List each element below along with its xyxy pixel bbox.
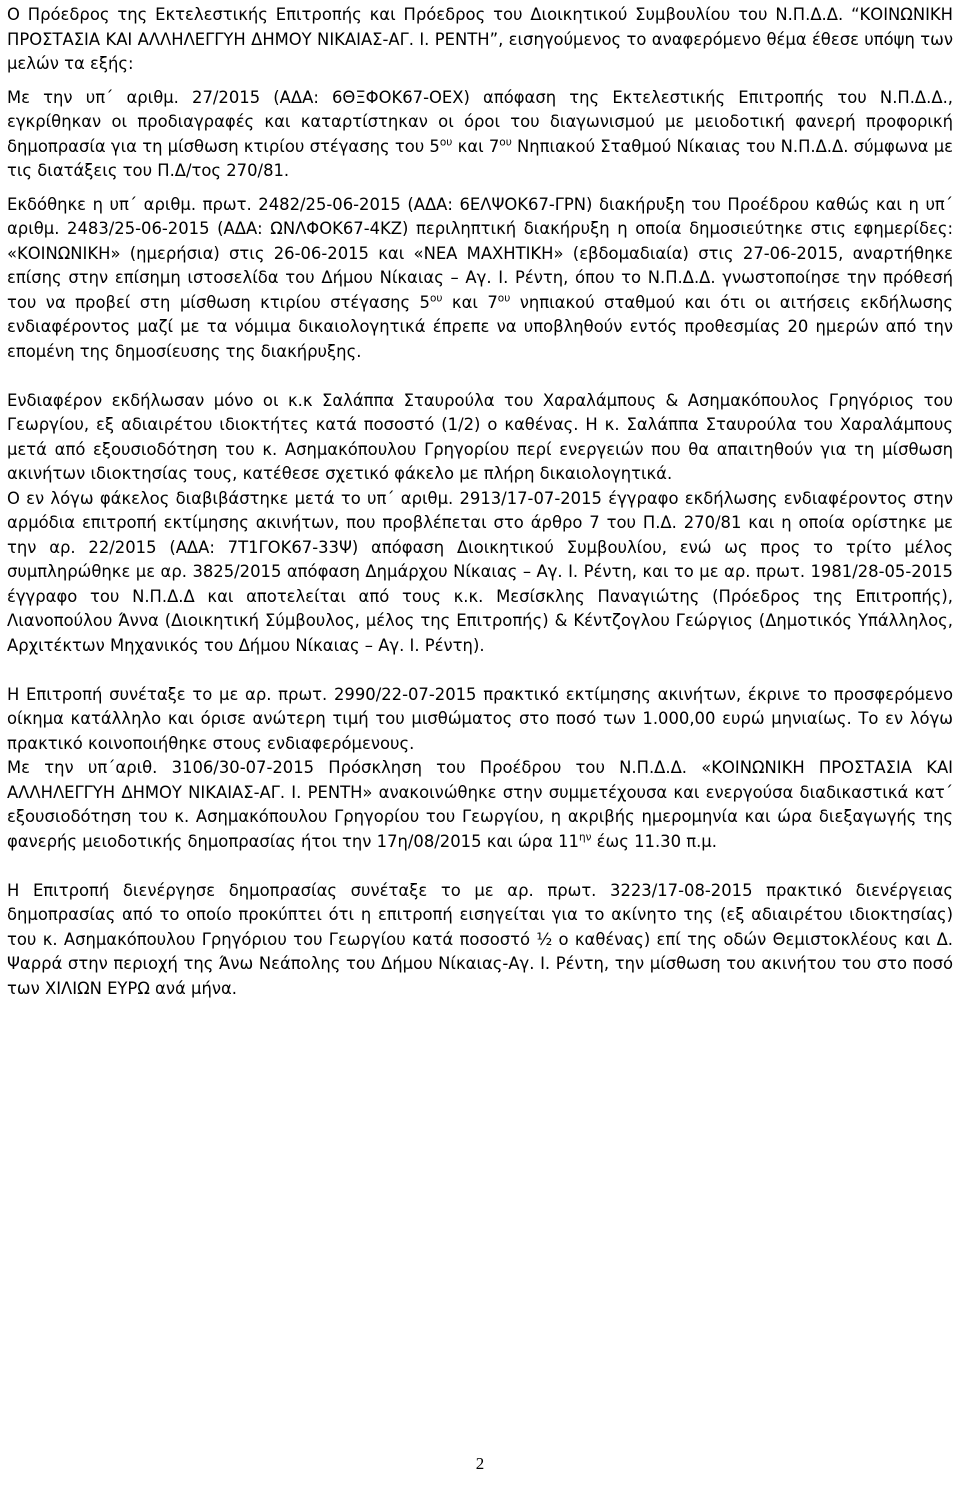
superscript: ου xyxy=(499,136,512,149)
text-run: Εκδόθηκε η υπ΄ αριθμ. πρωτ. 2482/25-06-2015 (ΑΔΑ: 6ΕΛΨΟΚ67-ΓΡΝ) διακήρυξη του Προέδρου καθώς και η υπ΄ αριθμ. 2483/25-06-2015 (ΑΔΑ: ΩΝΛΦΟΚ67-4ΚΖ) περιληπτική διακήρυξη η οποία δημοσιεύτηκε στις εφημερίδες: «ΚΟΙΝΩΝΙΚΗ» (ημερήσια) στις 26-06-2015 και «ΝΕΑ ΜΑΧΗΤΙΚΗ» (εβδομαδιαία) στις 27-06-2015, αναρτήθηκε επίσης στην επίσημη ιστοσελίδα του Δήμου Νίκαιας – Αγ. Ι. Ρέντη, όπου το Ν.Π.Δ.Δ. γνωστοποίησε την πρόθεσή του να προβεί στη μίσθωση κτιρίου στέγασης 5 xyxy=(7,194,953,312)
text-run: και 7 xyxy=(452,136,500,156)
auction-result-paragraph: Η Επιτροπή διενέργησε δημοπρασίας συνέταξε το με αρ. πρωτ. 3223/17-08-2015 πρακτικό διενέργειας δημοπρασίας από το οποίο προκύπτει ότι η επιτροπή εισηγείται για το ακίνητο της (εξ αδιαιρέτου ιδιοκτησίας) του κ. Ασημακόπουλου Γρηγόριου του Γεωργίου κατά ποσοστό ½ ο καθένας) επί της οδών Θεμιστοκλέους και Δ. Ψαρρά στην περιοχή της Άνω Νεάπολης του Δήμου Νίκαιας-Αγ. Ι. Ρέντη, την μίσθωση του ακινήτου του στο ποσό των ΧΙΛΙΩΝ ΕΥΡΩ ανά μήνα. xyxy=(7,880,953,998)
announcement-paragraph xyxy=(7,193,953,365)
superscript: ου xyxy=(497,292,511,305)
superscript: ην xyxy=(578,831,592,844)
valuation-paragraph: Η Επιτροπή συνέταξε το με αρ. πρωτ. 2990/22-07-2015 πρακτικό εκτίμησης ακινήτων, έκρινε το προσφερόμενο οίκημα κατάλληλο και όρισε ανώτερη τιμή του μισθώματος στο ποσό των 1.000,00 ευρώ μηνιαίως. Το εν λόγω πρακτικό κοινοποιήθηκε στους ενδιαφερόμενους. xyxy=(7,684,953,753)
interest-paragraph: Ενδιαφέρον εκδήλωσαν μόνο οι κ.κ Σαλάππα Σταυρούλα του Χαραλάμπους & Ασημακόπουλος Γρηγόριος του Γεωργίου, εξ αδιαιρέτου ιδιοκτήτες κατά ποσοστό (1/2) ο καθένας. Η κ. Σαλάππα Σταυρούλα του Χαραλάμπους μετά από εξουσιοδότηση του κ. Ασημακόπουλου Γρηγορίου περί ενεργειών που θα απαιτηθούν για τη μίσθωση ακινήτων ιδιοκτησίας τους, κατέθεσε σχετικό φάκελο με πλήρη δικαιολογητικά. xyxy=(7,390,953,483)
spacer xyxy=(7,184,953,193)
intro-paragraph: Ο Πρόεδρος της Εκτελεστικής Επιτροπής και Πρόεδρος του Διοικητικού Συμβουλίου του Ν.Π.Δ.Δ. “ΚΟΙΝΩΝΙΚΗ ΠΡΟΣΤΑΣΙΑ ΚΑΙ ΑΛΛΗΛΕΓΓΥΗ ΔΗΜΟΥ ΝΙΚΑΙΑΣ-ΑΓ. Ι. ΡΕΝΤΗ”, εισηγούμενος το αναφερόμενο θέμα έθεσε υπόψη των μελών τα εξής: xyxy=(7,5,953,73)
decision-paragraph xyxy=(7,86,953,184)
spacer xyxy=(7,364,953,389)
spacer xyxy=(7,854,953,879)
text-run: έως 11.30 π.μ. xyxy=(591,831,717,851)
page-number: 2 xyxy=(475,1454,485,1473)
superscript: ου xyxy=(439,136,453,149)
spacer xyxy=(7,658,953,683)
text-run: Με την υπ΄ αριθμ. 27/2015 (ΑΔΑ: 6ΘΞΦΟΚ67-ΟΕΧ) απόφαση της Εκτελεστικής Επιτροπής του Ν.Π.Δ.Δ., εγκρίθηκαν οι προδιαγραφές και καταρτίστηκαν οι όροι του διαγωνισμού με μειοδοτική φανερή προφορική δημοπρασία για τη μίσθωση κτιρίου στέγασης του 5 xyxy=(7,87,953,156)
text-run: Με την υπ΄αριθ. 3106/30-07-2015 Πρόσκληση του Προέδρου του Ν.Π.Δ.Δ. «ΚΟΙΝΩΝΙΚΗ ΠΡΟΣΤΑΣΙΑ ΚΑΙ ΑΛΛΗΛΕΓΓΥΗ ΔΗΜΟΥ ΝΙΚΑΙΑΣ-ΑΓ. Ι. ΡΕΝΤΗ» ανακοινώθηκε στην συμμετέχουσα και ενεργούσα διαδικαστικά κατ΄ εξουσιοδότηση του κ. Ασημακόπουλου Γρηγορίου του Γεωργίου, η ακριβής ημερομηνία και ώρα διεξαγωγής της φανερής μειοδοτικής δημοπρασίας ήτοι την 17η/08/2015 και ώρα 11 xyxy=(7,758,953,851)
text-run: νηπιακού σταθμού και ότι οι αιτήσεις εκδήλωσης ενδιαφέροντος μαζί με τα νόμιμα δικαιολογητικά έπρεπε να υποβληθούν εντός προθεσμίας 20 ημερών από την επομένη της δημοσίευσης της διακήρυξης. xyxy=(7,292,954,361)
committee-paragraph: Ο εν λόγω φάκελος διαβιβάστηκε μετά το υπ΄ αριθμ. 2913/17-07-2015 έγγραφο εκδήλωσης ενδιαφέροντος στην αρμόδια επιτροπή εκτίμησης ακινήτων, που προβλέπεται στο άρθρο 7 του Π.Δ. 270/81 και η οποία ορίστηκε με την αρ. 22/2015 (ΑΔΑ: 7Τ1ΓΟΚ67-33Ψ) απόφαση Διοικητικού Συμβουλίου, ενώ ως προς το τρίτο μέλος συμπληρώθηκε με αρ. 3825/2015 απόφαση Δημάρχου Νίκαιας – Αγ. Ι. Ρέντη, και το με αρ. πρωτ. 1981/28-05-2015 έγγραφο του Ν.Π.Δ.Δ και αποτελείται από τους κ.κ. Μεσίσκλης Παναγιώτης (Πρόεδρος της Επιτροπής), Λιανοπούλου Άννα (Διοικητική Σύμβουλος, μέλος της Επιτροπής) & Κέντζογλου Γεώργιος (Δημοτικός Υπάλληλος, Αρχιτέκτων Μηχανικός του Δήμου Νίκαιας – Αγ. Ι. Ρέντη). xyxy=(7,488,953,655)
invitation-paragraph xyxy=(7,756,953,854)
text-run: και 7 xyxy=(442,292,498,312)
text-run: Νηπιακού Σταθμού Νίκαιας του Ν.Π.Δ.Δ. σύμφωνα με τις διατάξεις του Π.Δ/τος 270/81. xyxy=(7,136,953,180)
spacer xyxy=(7,77,953,86)
superscript: ου xyxy=(429,292,443,305)
